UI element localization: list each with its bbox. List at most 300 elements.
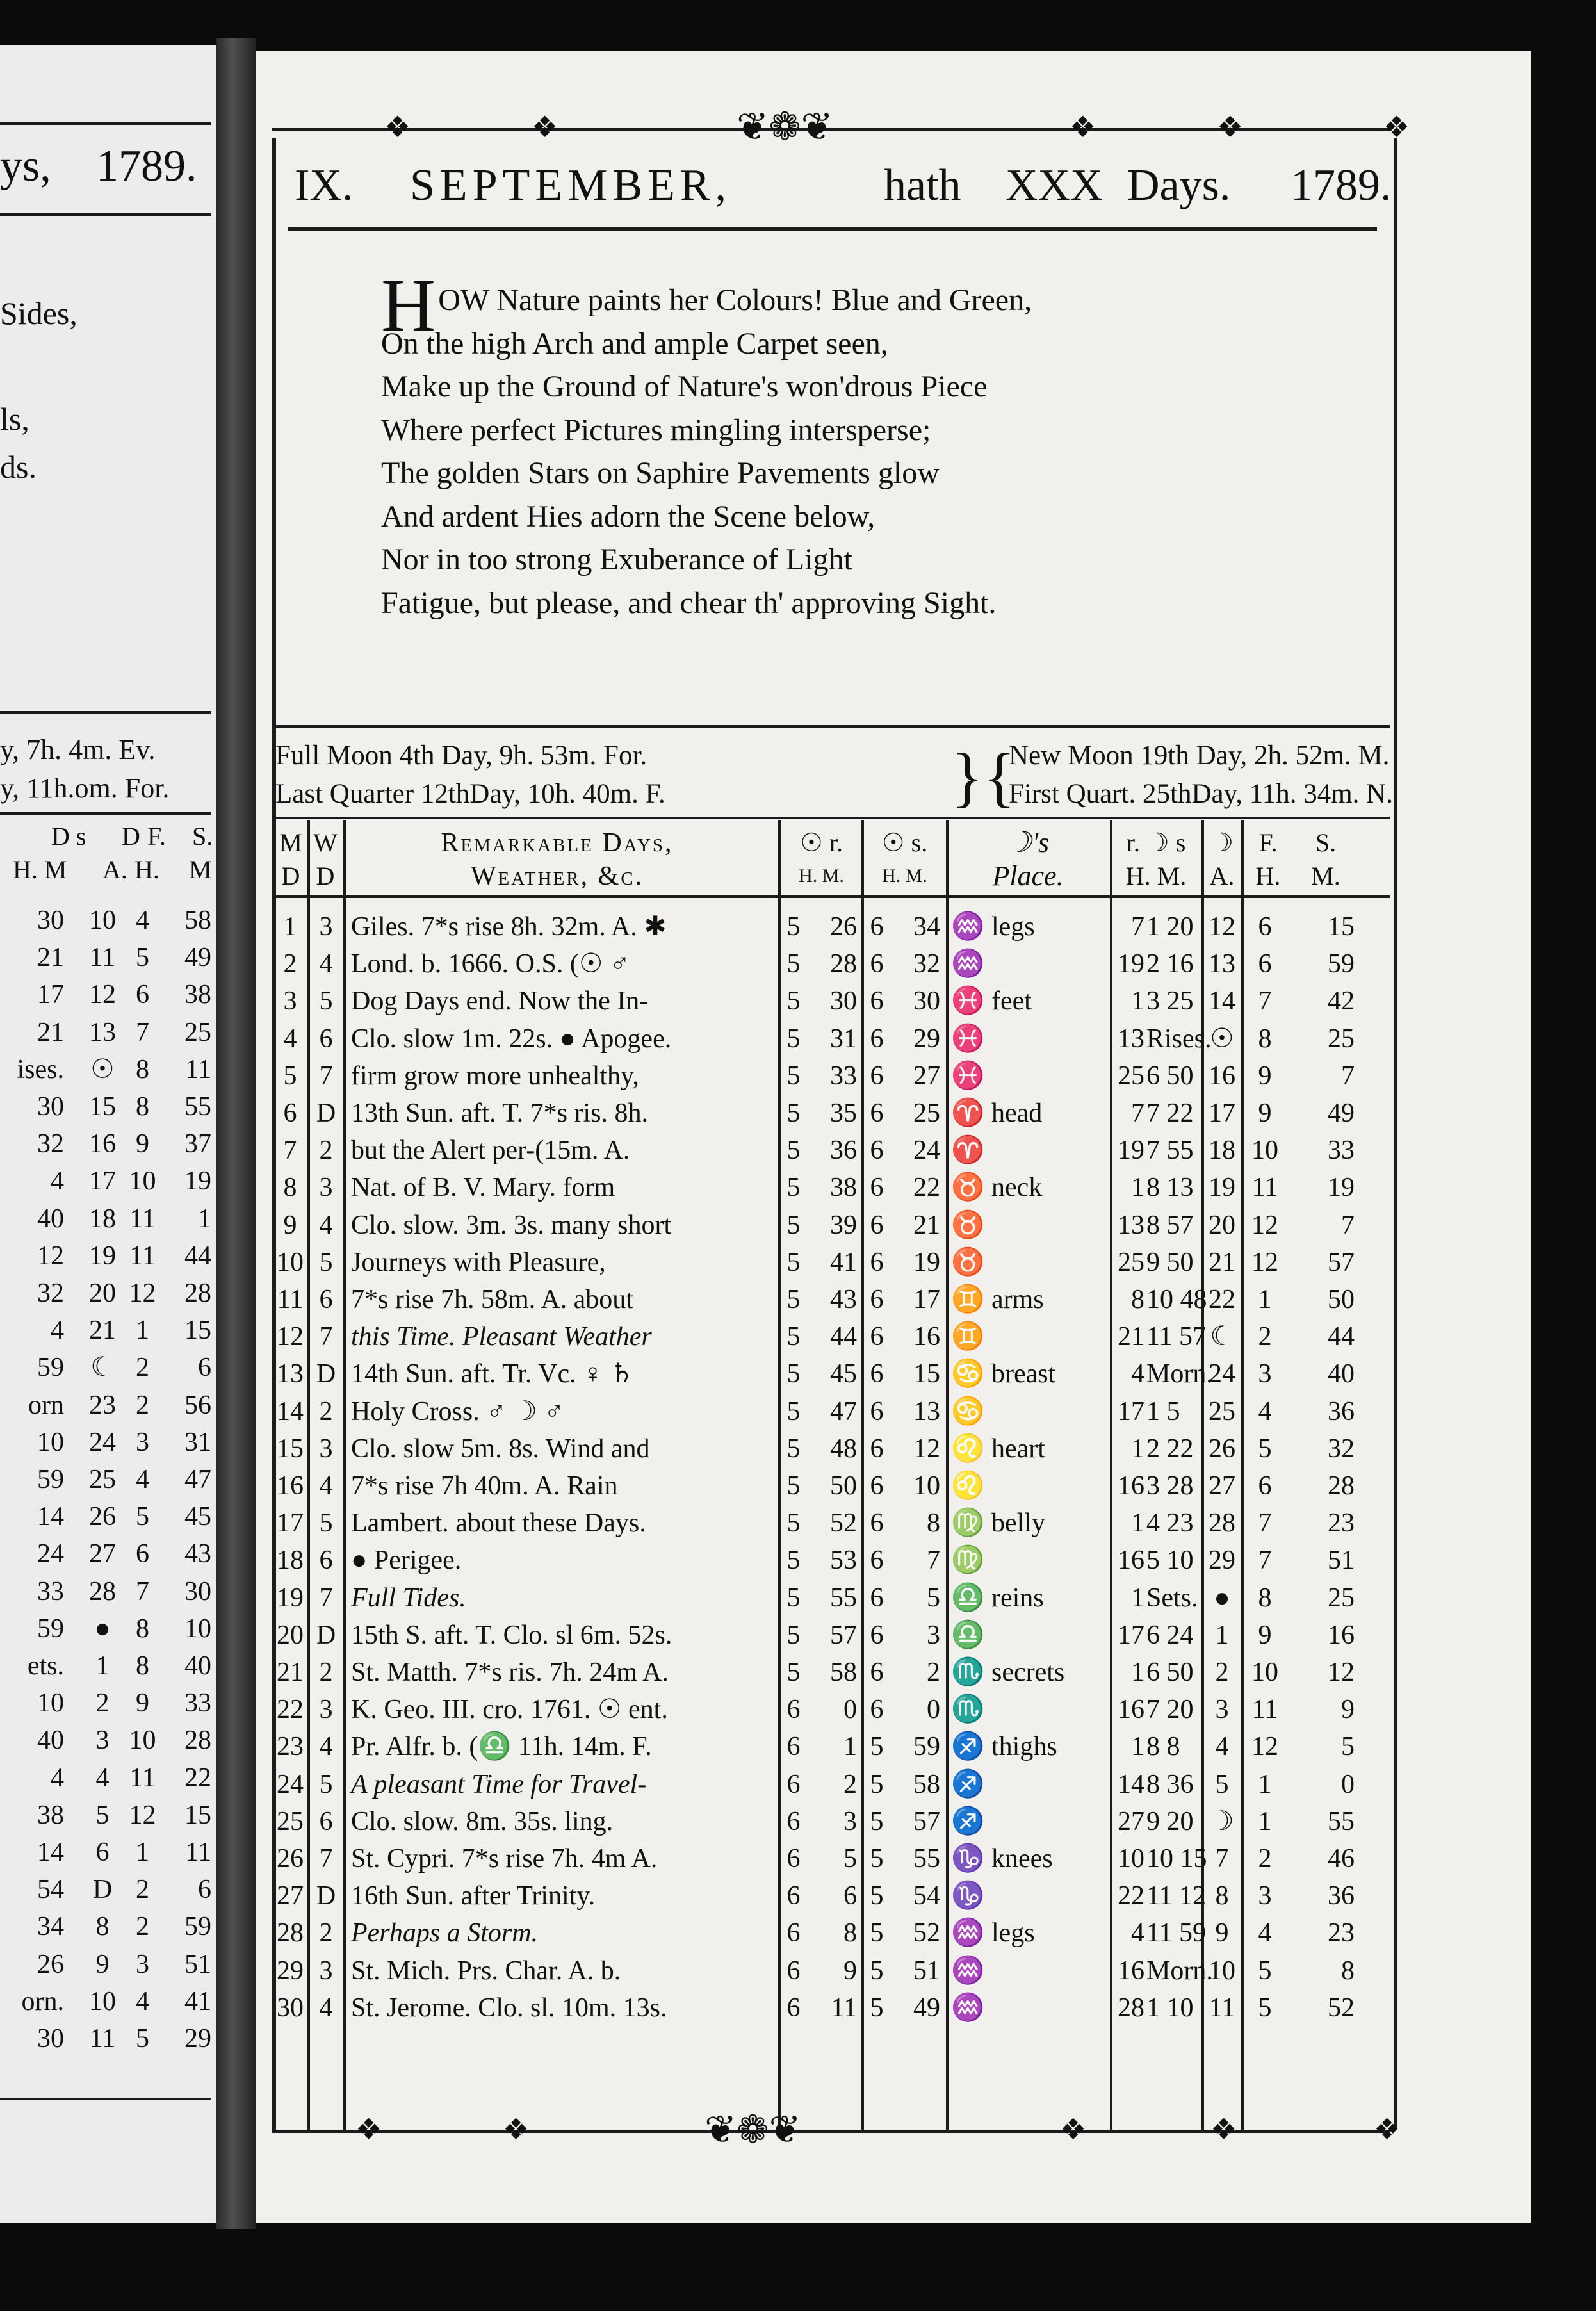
left-cell: 31 <box>184 1427 211 1457</box>
moon-rise-b: 7 20 <box>1146 1695 1194 1725</box>
moon-rise-a: 1 <box>1131 1173 1144 1203</box>
col-header-sun-set: ☉ s. H. M. <box>881 828 928 886</box>
center-scroll-ornament-icon: ❦❁❦ <box>704 2109 801 2151</box>
moon-age: 11 <box>1209 1993 1235 2023</box>
sun-rise-min: 2 <box>843 1769 857 1799</box>
moon-rise-a: 4 <box>1131 1359 1144 1389</box>
left-cell: 10 <box>129 1726 156 1756</box>
sun-set-hour: 6 <box>870 1658 884 1687</box>
table-row <box>256 1318 1531 1355</box>
remarkable-day: A pleasant Time for Travel- <box>351 1769 647 1799</box>
sun-rise-hour: 5 <box>786 1396 801 1426</box>
moon-age: 8 <box>1215 1881 1229 1911</box>
sun-rise-min: 53 <box>830 1546 857 1576</box>
left-table-row <box>0 1983 216 2020</box>
left-cell: 21 <box>37 943 64 973</box>
moon-rise-b: 10 48 <box>1146 1285 1207 1314</box>
left-col-header: H. <box>134 855 159 884</box>
sun-rise-hour: 6 <box>786 1881 801 1911</box>
zodiac-sign-icon: ♓ <box>951 986 985 1017</box>
full-sea-hour: 9 <box>1258 1620 1272 1650</box>
left-cell: 19 <box>89 1241 116 1271</box>
zodiac-sign-icon: ♑ <box>951 1881 985 1911</box>
left-cell: 8 <box>136 1613 149 1644</box>
left-cell: 29 <box>184 2024 211 2054</box>
day-of-week: 3 <box>319 1956 333 1986</box>
full-sea-min: 51 <box>1328 1546 1355 1576</box>
sun-rise-hour: 6 <box>786 1695 801 1725</box>
moon-rise-a: 1 <box>1131 1583 1144 1613</box>
page-header <box>295 160 1396 231</box>
sun-set-hour: 5 <box>870 1806 884 1836</box>
left-cell: 5 <box>136 943 149 973</box>
left-cell: 1 <box>136 1316 149 1346</box>
sun-rise-min: 33 <box>830 1061 857 1091</box>
col-header-full-sea-m: S. M. <box>1311 828 1340 890</box>
ornament-icon: ❖ <box>1217 111 1244 143</box>
day-of-month: 29 <box>277 1956 304 1986</box>
sun-rise-hour: 5 <box>786 1210 801 1240</box>
remarkable-day: Dog Days end. Now the In- <box>351 986 649 1017</box>
left-cell: 26 <box>89 1502 116 1532</box>
sun-set-hour: 6 <box>870 1508 884 1539</box>
sun-set-hour: 6 <box>870 1173 884 1203</box>
left-cell: 56 <box>184 1390 211 1420</box>
phase-brace: }{ <box>951 739 1016 814</box>
left-cell: 37 <box>184 1129 211 1159</box>
sun-set-hour: 6 <box>870 1098 884 1128</box>
body-part: belly <box>991 1508 1045 1539</box>
left-cell: 59 <box>37 1465 64 1494</box>
left-cell: 15 <box>184 1800 211 1830</box>
day-of-month: 12 <box>277 1322 304 1352</box>
left-cell: 33 <box>37 1576 64 1606</box>
table-row <box>256 1989 1531 2027</box>
left-cell: 11 <box>89 943 116 973</box>
left-cell: 30 <box>184 1576 211 1606</box>
remarkable-day: Lond. b. 1666. O.S. (☉ ♂ <box>351 949 630 979</box>
body-part: neck <box>991 1173 1043 1203</box>
remarkable-day: Clo. slow 1m. 22s. ● Apogee. <box>351 1024 672 1054</box>
left-cell: 6 <box>198 1875 211 1905</box>
table-row <box>256 1058 1531 1095</box>
moon-age: ☾ <box>1210 1322 1234 1352</box>
remarkable-day: but the Alert per-(15m. A. <box>351 1136 630 1166</box>
remarkable-day: Holy Cross. ♂ ☽ ♂ <box>351 1396 564 1426</box>
moon-rise-b: 2 22 <box>1146 1433 1194 1464</box>
sun-set-hour: 5 <box>870 1993 884 2023</box>
left-table-row <box>0 1424 216 1461</box>
sun-set-min: 16 <box>913 1322 940 1352</box>
table-row <box>256 1207 1531 1244</box>
left-table-row <box>0 2020 216 2057</box>
body-part: head <box>991 1098 1043 1128</box>
day-of-week: D <box>316 1359 336 1389</box>
moon-rise-a: 16 <box>1118 1471 1144 1501</box>
table-row <box>256 1244 1531 1281</box>
remarkable-day: Journeys with Pleasure, <box>351 1247 606 1277</box>
full-sea-hour: 1 <box>1258 1769 1272 1799</box>
left-cell: 15 <box>89 1092 116 1122</box>
left-cell: 9 <box>136 1688 149 1719</box>
ornament-icon: ❖ <box>1210 2113 1237 2146</box>
moon-rise-a: 7 <box>1131 1098 1144 1128</box>
full-sea-hour: 3 <box>1258 1359 1272 1389</box>
full-sea-min: 15 <box>1328 912 1355 942</box>
zodiac-sign-icon: ♒ <box>951 1918 985 1948</box>
day-of-week: 2 <box>319 1918 333 1948</box>
full-sea-min: 8 <box>1341 1956 1355 1986</box>
table-row <box>256 1505 1531 1542</box>
left-phase-rule <box>0 812 211 815</box>
moon-rise-a: 10 <box>1118 1844 1144 1874</box>
left-col-header: D s <box>51 822 86 851</box>
sun-rise-hour: 5 <box>786 1471 801 1501</box>
full-sea-hour: 11 <box>1251 1695 1278 1725</box>
left-cell: 5 <box>136 2024 149 2054</box>
day-of-month: 8 <box>283 1173 297 1203</box>
full-sea-hour: 9 <box>1258 1098 1272 1128</box>
table-row <box>256 1281 1531 1318</box>
full-sea-min: 16 <box>1328 1620 1355 1650</box>
table-row <box>256 1467 1531 1505</box>
month-name: SEPTEMBER, <box>410 161 732 210</box>
left-verse-fragment-1: Sides, <box>0 295 77 331</box>
day-of-week: 5 <box>319 1769 333 1799</box>
zodiac-sign-icon: ♋ <box>951 1396 985 1426</box>
sun-set-min: 21 <box>913 1210 940 1240</box>
left-cell: 30 <box>37 2024 64 2054</box>
days-word: Days. <box>1127 161 1231 210</box>
sun-rise-hour: 5 <box>786 1247 801 1277</box>
table-row <box>256 1132 1531 1169</box>
left-cell: 24 <box>89 1427 116 1457</box>
sun-set-hour: 6 <box>870 1583 884 1613</box>
day-of-week: 7 <box>319 1061 333 1091</box>
left-bottom-rule <box>0 2098 211 2100</box>
left-cell: 2 <box>136 1390 149 1420</box>
moon-rise-a: 16 <box>1118 1546 1144 1576</box>
zodiac-sign-icon: ♉ <box>951 1173 985 1203</box>
sun-set-min: 49 <box>913 1993 940 2023</box>
full-moon-line: Full Moon 4th Day, 9h. 53m. For. <box>275 740 647 771</box>
day-of-month: 16 <box>277 1471 304 1501</box>
moon-rise-b: 8 8 <box>1146 1732 1180 1762</box>
full-sea-hour: 5 <box>1258 1956 1272 1986</box>
sun-rise-hour: 5 <box>786 1359 801 1389</box>
sun-set-min: 8 <box>927 1508 940 1539</box>
left-table-row <box>0 1647 216 1685</box>
moon-rise-a: 21 <box>1118 1322 1144 1352</box>
full-sea-hour: 8 <box>1258 1024 1272 1054</box>
day-of-month: 19 <box>277 1583 304 1613</box>
moon-rise-b: Rises. <box>1146 1024 1212 1054</box>
sun-set-min: 10 <box>913 1471 940 1501</box>
remarkable-day: ● Perigee. <box>351 1546 462 1576</box>
verse-line: The golden Stars on Saphire Pavements glow <box>381 456 940 490</box>
zodiac-sign-icon: ♌ <box>951 1433 985 1464</box>
left-phase-fragment-1: y, 7h. 4m. Ev. <box>0 734 156 765</box>
sun-set-hour: 6 <box>870 1024 884 1054</box>
sun-rise-min: 45 <box>830 1359 857 1389</box>
hath-word: hath <box>884 161 961 210</box>
left-cell: 40 <box>184 1651 211 1681</box>
sun-set-min: 32 <box>913 949 940 979</box>
left-cell: 59 <box>37 1613 64 1644</box>
days-count: XXX <box>1006 161 1103 210</box>
left-table-row <box>0 976 216 1013</box>
left-cell: 4 <box>136 906 149 935</box>
full-sea-min: 7 <box>1341 1210 1355 1240</box>
day-of-month: 18 <box>277 1546 304 1576</box>
day-of-month: 7 <box>283 1136 297 1166</box>
full-sea-hour: 10 <box>1251 1136 1278 1166</box>
table-row <box>256 1728 1531 1765</box>
moon-age: 14 <box>1209 986 1235 1017</box>
sun-rise-min: 6 <box>843 1881 857 1911</box>
moon-age: 27 <box>1209 1471 1235 1501</box>
sun-rise-min: 38 <box>830 1173 857 1203</box>
day-of-week: 7 <box>319 1583 333 1613</box>
moon-rise-b: 6 50 <box>1146 1061 1194 1091</box>
left-cell: 12 <box>129 1278 156 1308</box>
sun-rise-hour: 5 <box>786 949 801 979</box>
left-cell: 40 <box>37 1726 64 1756</box>
left-cell: 11 <box>89 2024 116 2054</box>
full-sea-hour: 5 <box>1258 1433 1272 1464</box>
left-cell: 28 <box>184 1726 211 1756</box>
zodiac-sign-icon: ♒ <box>951 912 985 942</box>
moon-rise-a: 1 <box>1131 1658 1144 1687</box>
left-cell: 30 <box>37 906 64 935</box>
sun-set-min: 12 <box>913 1433 940 1464</box>
moon-rise-a: 8 <box>1131 1285 1144 1314</box>
moon-rise-a: 7 <box>1131 912 1144 942</box>
sun-set-hour: 6 <box>870 1136 884 1166</box>
full-sea-hour: 4 <box>1258 1918 1272 1948</box>
moon-rise-b: 5 10 <box>1146 1546 1194 1576</box>
sun-set-hour: 6 <box>870 1322 884 1352</box>
zodiac-sign-icon: ♏ <box>951 1695 985 1725</box>
full-sea-min: 42 <box>1328 986 1355 1017</box>
moon-rise-b: 1 10 <box>1146 1993 1194 2023</box>
day-of-month: 13 <box>277 1359 304 1389</box>
day-of-week: 3 <box>319 1695 333 1725</box>
ornament-icon: ❖ <box>1070 111 1096 143</box>
day-of-week: D <box>316 1620 336 1650</box>
left-cell: 11 <box>185 1838 211 1867</box>
day-of-week: 4 <box>319 1993 333 2023</box>
zodiac-sign-icon: ♑ <box>951 1844 985 1874</box>
sun-rise-min: 3 <box>843 1806 857 1836</box>
moon-rise-b: 1 20 <box>1146 912 1194 942</box>
table-row <box>256 1803 1531 1840</box>
moon-rise-b: 11 57 <box>1146 1322 1206 1352</box>
full-sea-min: 40 <box>1328 1359 1355 1389</box>
full-sea-hour: 9 <box>1258 1061 1272 1091</box>
table-row <box>256 1617 1531 1654</box>
sun-set-min: 24 <box>913 1136 940 1166</box>
moon-age: 17 <box>1209 1098 1235 1128</box>
phase-bottom-rule <box>272 817 1390 819</box>
moon-age: 9 <box>1215 1918 1229 1948</box>
month-number: IX. <box>295 161 354 210</box>
day-of-month: 1 <box>283 912 297 942</box>
left-cell: 10 <box>89 906 116 935</box>
sun-set-min: 5 <box>927 1583 940 1613</box>
left-table-row <box>0 1685 216 1722</box>
ornament-icon: ❖ <box>532 111 558 143</box>
body-part: breast <box>991 1359 1056 1389</box>
col-header-moon-place: ☽'s Place. <box>992 827 1064 892</box>
sun-rise-hour: 5 <box>786 1658 801 1687</box>
day-of-week: 2 <box>319 1136 333 1166</box>
left-table-row <box>0 1834 216 1871</box>
remarkable-day: Clo. slow. 3m. 3s. many short <box>351 1210 672 1240</box>
full-sea-min: 5 <box>1341 1732 1355 1762</box>
moon-rise-b: 9 50 <box>1146 1247 1194 1277</box>
left-cell: 4 <box>51 1763 64 1793</box>
full-sea-hour: 7 <box>1258 1508 1272 1539</box>
ornament-icon: ❖ <box>1060 2113 1087 2146</box>
sun-rise-hour: 5 <box>786 1024 801 1054</box>
left-table-row <box>0 1946 216 1983</box>
sun-set-min: 52 <box>913 1918 940 1948</box>
zodiac-sign-icon: ♊ <box>951 1285 985 1314</box>
sun-set-hour: 6 <box>870 1620 884 1650</box>
remarkable-day: St. Mich. Prs. Char. A. b. <box>351 1956 621 1986</box>
sun-rise-min: 55 <box>830 1583 857 1613</box>
left-table-row <box>0 1088 216 1125</box>
left-cell: 1 <box>95 1651 110 1681</box>
sun-set-hour: 5 <box>870 1918 884 1948</box>
verse-line: Fatigue, but please, and chear th' approving Sight. <box>381 585 997 620</box>
table-row <box>256 1580 1531 1617</box>
sun-set-min: 2 <box>927 1658 940 1687</box>
body-part: legs <box>991 912 1035 942</box>
sun-set-min: 54 <box>913 1881 940 1911</box>
table-row <box>256 1095 1531 1132</box>
left-table-row <box>0 1722 216 1759</box>
left-cell: 47 <box>184 1465 211 1494</box>
left-cell: 27 <box>89 1539 116 1569</box>
moon-rise-b: 7 22 <box>1146 1098 1194 1128</box>
sun-rise-hour: 5 <box>786 912 801 942</box>
left-cell: 13 <box>89 1017 116 1047</box>
day-of-month: 21 <box>277 1658 304 1687</box>
day-of-month: 20 <box>277 1620 304 1650</box>
sun-set-min: 22 <box>913 1173 940 1203</box>
col-header-week-day: W D <box>313 828 338 890</box>
full-sea-min: 50 <box>1328 1285 1355 1314</box>
moon-age: 19 <box>1209 1173 1235 1203</box>
left-cell: 9 <box>136 1129 149 1159</box>
moon-rise-a: 25 <box>1118 1061 1144 1091</box>
left-cell: 10 <box>89 1986 116 2016</box>
moon-age: 3 <box>1215 1695 1229 1725</box>
left-cell: 14 <box>37 1838 64 1867</box>
full-sea-hour: 7 <box>1258 1546 1272 1576</box>
sun-set-hour: 6 <box>870 949 884 979</box>
left-cell: 8 <box>136 1092 149 1122</box>
verse-line: Nor in too strong Exuberance of Light <box>381 543 852 576</box>
header-rule <box>288 227 1377 231</box>
left-cell: 17 <box>37 980 64 1010</box>
table-row <box>256 1952 1531 1989</box>
remarkable-day: Clo. slow 5m. 8s. Wind and <box>351 1433 650 1464</box>
moon-rise-a: 22 <box>1118 1881 1144 1911</box>
left-cell: 25 <box>184 1017 211 1047</box>
sun-set-min: 59 <box>913 1732 940 1762</box>
left-cell: 30 <box>37 1092 64 1122</box>
monthly-verse <box>381 263 1406 625</box>
left-col-header: S. <box>192 822 213 851</box>
phase-top-rule <box>272 725 1390 728</box>
body-part: thighs <box>991 1732 1057 1762</box>
sun-rise-min: 31 <box>830 1024 857 1054</box>
remarkable-day: 13th Sun. aft. T. 7*s ris. 8h. <box>351 1098 648 1128</box>
left-header-rule <box>0 213 211 216</box>
moon-age: 28 <box>1209 1508 1235 1539</box>
sun-set-min: 27 <box>913 1061 940 1091</box>
body-part: legs <box>991 1918 1035 1948</box>
left-cell: 51 <box>184 1949 211 1979</box>
full-sea-min: 0 <box>1341 1769 1355 1799</box>
body-part: arms <box>991 1285 1044 1314</box>
day-of-week: 5 <box>319 986 333 1017</box>
sun-set-min: 19 <box>913 1247 940 1277</box>
full-sea-hour: 8 <box>1258 1583 1272 1613</box>
left-cell: 10 <box>129 1166 156 1196</box>
remarkable-day: 16th Sun. after Trinity. <box>351 1881 596 1911</box>
left-cell: 33 <box>184 1688 211 1719</box>
left-cell: 34 <box>37 1912 64 1942</box>
day-of-week: D <box>316 1881 336 1911</box>
day-of-month: 25 <box>277 1806 304 1836</box>
left-cell: 59 <box>37 1353 64 1383</box>
moon-age: 24 <box>1209 1359 1235 1389</box>
left-cell: 2 <box>136 1912 149 1942</box>
moon-phases-left <box>275 737 665 813</box>
sun-rise-min: 50 <box>830 1471 857 1501</box>
left-table-row <box>0 1908 216 1945</box>
day-of-month: 23 <box>277 1732 304 1762</box>
sun-rise-min: 52 <box>830 1508 857 1539</box>
moon-age: 13 <box>1209 949 1235 979</box>
full-sea-min: 44 <box>1328 1322 1355 1352</box>
full-sea-min: 52 <box>1328 1993 1355 2023</box>
left-cell: 32 <box>37 1129 64 1159</box>
full-sea-hour: 2 <box>1258 1844 1272 1874</box>
sun-rise-hour: 6 <box>786 1732 801 1762</box>
moon-rise-b: 3 25 <box>1146 986 1194 1017</box>
moon-rise-b: 11 12 <box>1146 1881 1206 1911</box>
moon-age: 25 <box>1209 1396 1235 1426</box>
left-cell: ☉ <box>90 1054 115 1084</box>
left-cell: 3 <box>136 1949 149 1979</box>
col-header-full-sea-h: F. H. <box>1255 828 1281 890</box>
full-sea-min: 55 <box>1328 1806 1355 1836</box>
sun-set-min: 13 <box>913 1396 940 1426</box>
left-cell: D <box>92 1875 113 1905</box>
left-cell: 8 <box>136 1054 149 1084</box>
moon-rise-a: 4 <box>1131 1918 1144 1948</box>
left-table-row <box>0 1871 216 1908</box>
header-year: 1789. <box>1291 161 1392 210</box>
moon-age: 7 <box>1215 1844 1229 1874</box>
left-cell: 54 <box>37 1875 64 1905</box>
full-sea-hour: 7 <box>1258 986 1272 1017</box>
